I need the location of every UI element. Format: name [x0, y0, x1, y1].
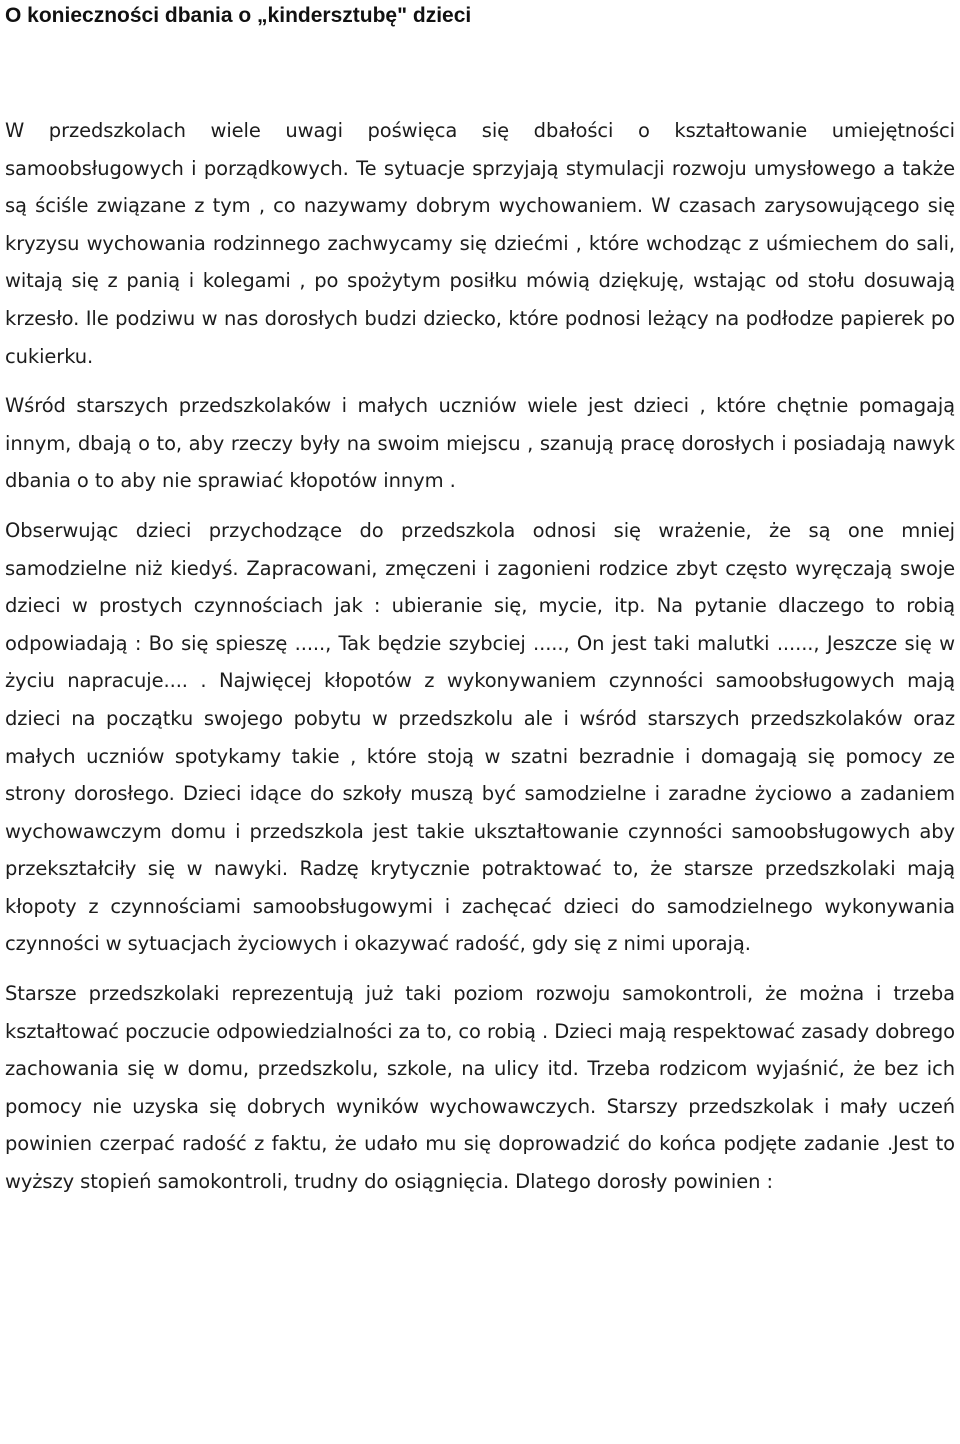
paragraph-1: W przedszkolach wiele uwagi poświęca się dbałości o kształtowanie umiejętności samoobsługowych i porządkowych. Te sytuacje sprzyjają stymulacji rozwoju umysłowego a także są ściśle związane z tym , co nazywamy dobrym wychowaniem. W czasach zarysowującego się kryzysu wychowania rodzinnego zachwycamy się dziećmi , które wchodząc z uśmiechem do sali, witają się z panią i kolegami , po spożytym posiłku mówią dziękuję, wstając od stołu dosuwają krzesło. Ile podziwu w nas dorosłych budzi dziecko, które podnosi leżący na podłodze papierek po cukierku.	[5, 119, 955, 368]
document-page	[5, 0, 955, 1201]
paragraph-4: Starsze przedszkolaki reprezentują już taki poziom rozwoju samokontroli, że można i trzeba kształtować poczucie odpowiedzialności za to, co robią . Dzieci mają respektować zasady dobrego zachowania się w domu, przedszkolu, szkole, na ulicy itd. Trzeba rodzicom wyjaśnić, że bez ich pomocy nie uzyska się dobrych wyników wychowawczych. Starszy przedszkolak i mały uczeń powinien czerpać radość z faktu, że udało mu się doprowadzić do końca podjęte zadanie .Jest to wyższy stopień samokontroli, trudny do osiągnięcia. Dlatego dorosły powinien :	[5, 982, 955, 1194]
document-title: O konieczności dbania o „kindersztubę" dzieci	[5, 4, 472, 27]
paragraph-3: Obserwując dzieci przychodzące do przedszkola odnosi się wrażenie, że są one mniej samodzielne niż kiedyś. Zapracowani, zmęczeni i zagonieni rodzice zbyt często wyręczają swoje dzieci w prostych czynnościach jak : ubieranie się, mycie, itp. Na pytanie dlaczego to robią odpowiadają : Bo się spieszę ....., Tak będzie szybciej ....., On jest taki malutki ......, Jeszcze się w życiu napracuje.... . Najwięcej kłopotów z wykonywaniem czynności samoobsługowych mają dzieci na początku swojego pobytu w przedszkolu ale i wśród starszych przedszkolaków oraz małych uczniów spotykamy takie , które stoją w szatni bezradnie i domagają się pomocy ze strony dorosłego. Dzieci idące do szkoły muszą być samodzielne i zaradne życiowo a zadaniem wychowawczym domu i przedszkola jest takie ukształtowanie czynności samoobsługowych aby przekształciły się w nawyki. Radzę krytycznie potraktować to, że starsze przedszkolaki mają kłopoty z czynnościami samoobsługowymi i zachęcać dzieci do samodzielnego wykonywania czynności w sytuacjach życiowych i okazywać radość, gdy się z nimi uporają.	[5, 518, 955, 956]
paragraph-2: Wśród starszych przedszkolaków i małych uczniów wiele jest dzieci , które chętnie pomagają innym, dbają o to, aby rzeczy były na swoim miejscu , szanują pracę dorosłych i posiadają nawyk dbania o to aby nie sprawiać kłopotów innym .	[5, 394, 955, 493]
